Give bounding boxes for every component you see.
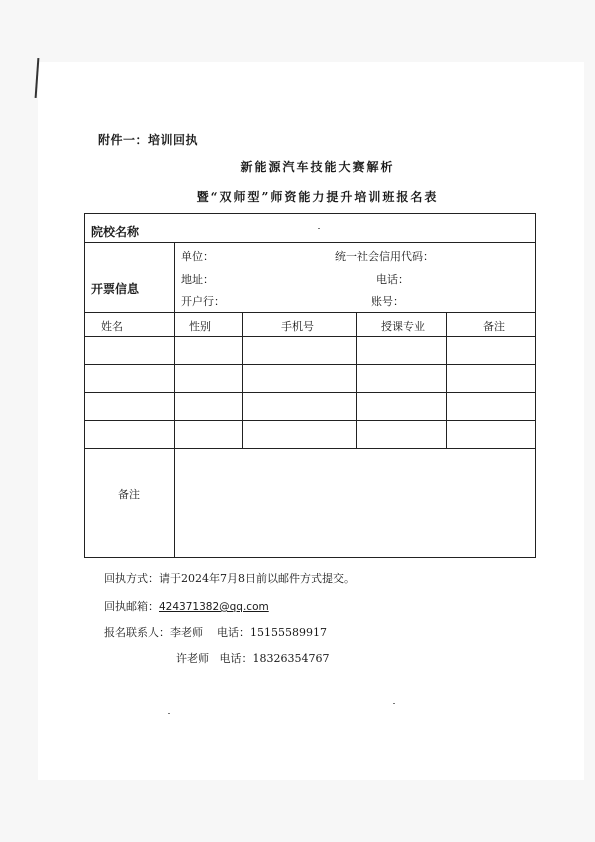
invoice-account-label: 账号： [371, 295, 404, 308]
form-title-line2: 暨“双师型”师资能力提升培训班报名表 [196, 190, 439, 204]
column-divider [356, 312, 357, 448]
submission-method-text: 请于2024年7月8日前以邮件方式提交。 [159, 572, 355, 585]
contact1-name: 李老师 [170, 626, 203, 639]
row-divider [85, 312, 535, 313]
submission-method [104, 570, 355, 586]
scan-speck [168, 713, 170, 714]
remarks-field[interactable] [180, 454, 532, 552]
column-header-mobile: 手机号 [281, 320, 314, 333]
row-divider [85, 420, 535, 421]
attachment-label: 附件一：培训回执 [98, 133, 199, 147]
invoice-info-label: 开票信息 [91, 282, 140, 296]
form-title-line1: 新能源汽车技能大赛解析 [240, 160, 395, 174]
column-divider [242, 312, 243, 448]
row-divider [85, 392, 535, 393]
remarks-label: 备注 [118, 488, 140, 501]
scan-speck [393, 703, 395, 704]
invoice-phone-label: 电话： [376, 273, 409, 286]
invoice-credit-code-label: 统一社会信用代码： [335, 250, 434, 263]
submission-email-label: 回执邮箱： [104, 600, 159, 613]
column-header-remark: 备注 [483, 320, 505, 333]
submission-email-link[interactable]: 424371382@qq.com [159, 601, 269, 613]
contact-label: 报名联系人： [104, 626, 170, 639]
contact1-phone-label: 电话： [217, 626, 250, 639]
row-divider [85, 364, 535, 365]
column-header-gender: 性别 [189, 320, 211, 333]
row-divider [85, 336, 535, 337]
contact-person-1 [104, 624, 327, 640]
invoice-bank-label: 开户行： [181, 295, 225, 308]
contact2-phone-label: 电话： [219, 652, 253, 665]
column-divider [174, 242, 175, 557]
school-name-label: 院校名称 [91, 225, 140, 239]
invoice-unit-label: 单位： [181, 250, 214, 263]
column-header-name: 姓名 [101, 320, 123, 333]
school-name-field[interactable] [180, 218, 532, 238]
column-header-subject: 授课专业 [381, 320, 425, 333]
contact2-name: 许老师 [176, 652, 209, 665]
submission-email [104, 598, 269, 614]
registration-form-table [84, 213, 536, 558]
row-divider [85, 242, 535, 243]
contact-person-2 [176, 650, 329, 666]
contact2-phone: 18326354767 [252, 652, 330, 665]
contact1-phone: 15155589917 [250, 626, 327, 639]
scan-speck [318, 228, 320, 229]
row-divider [85, 448, 535, 449]
submission-method-label: 回执方式： [104, 572, 159, 585]
invoice-address-label: 地址： [181, 273, 214, 286]
column-divider [446, 312, 447, 448]
